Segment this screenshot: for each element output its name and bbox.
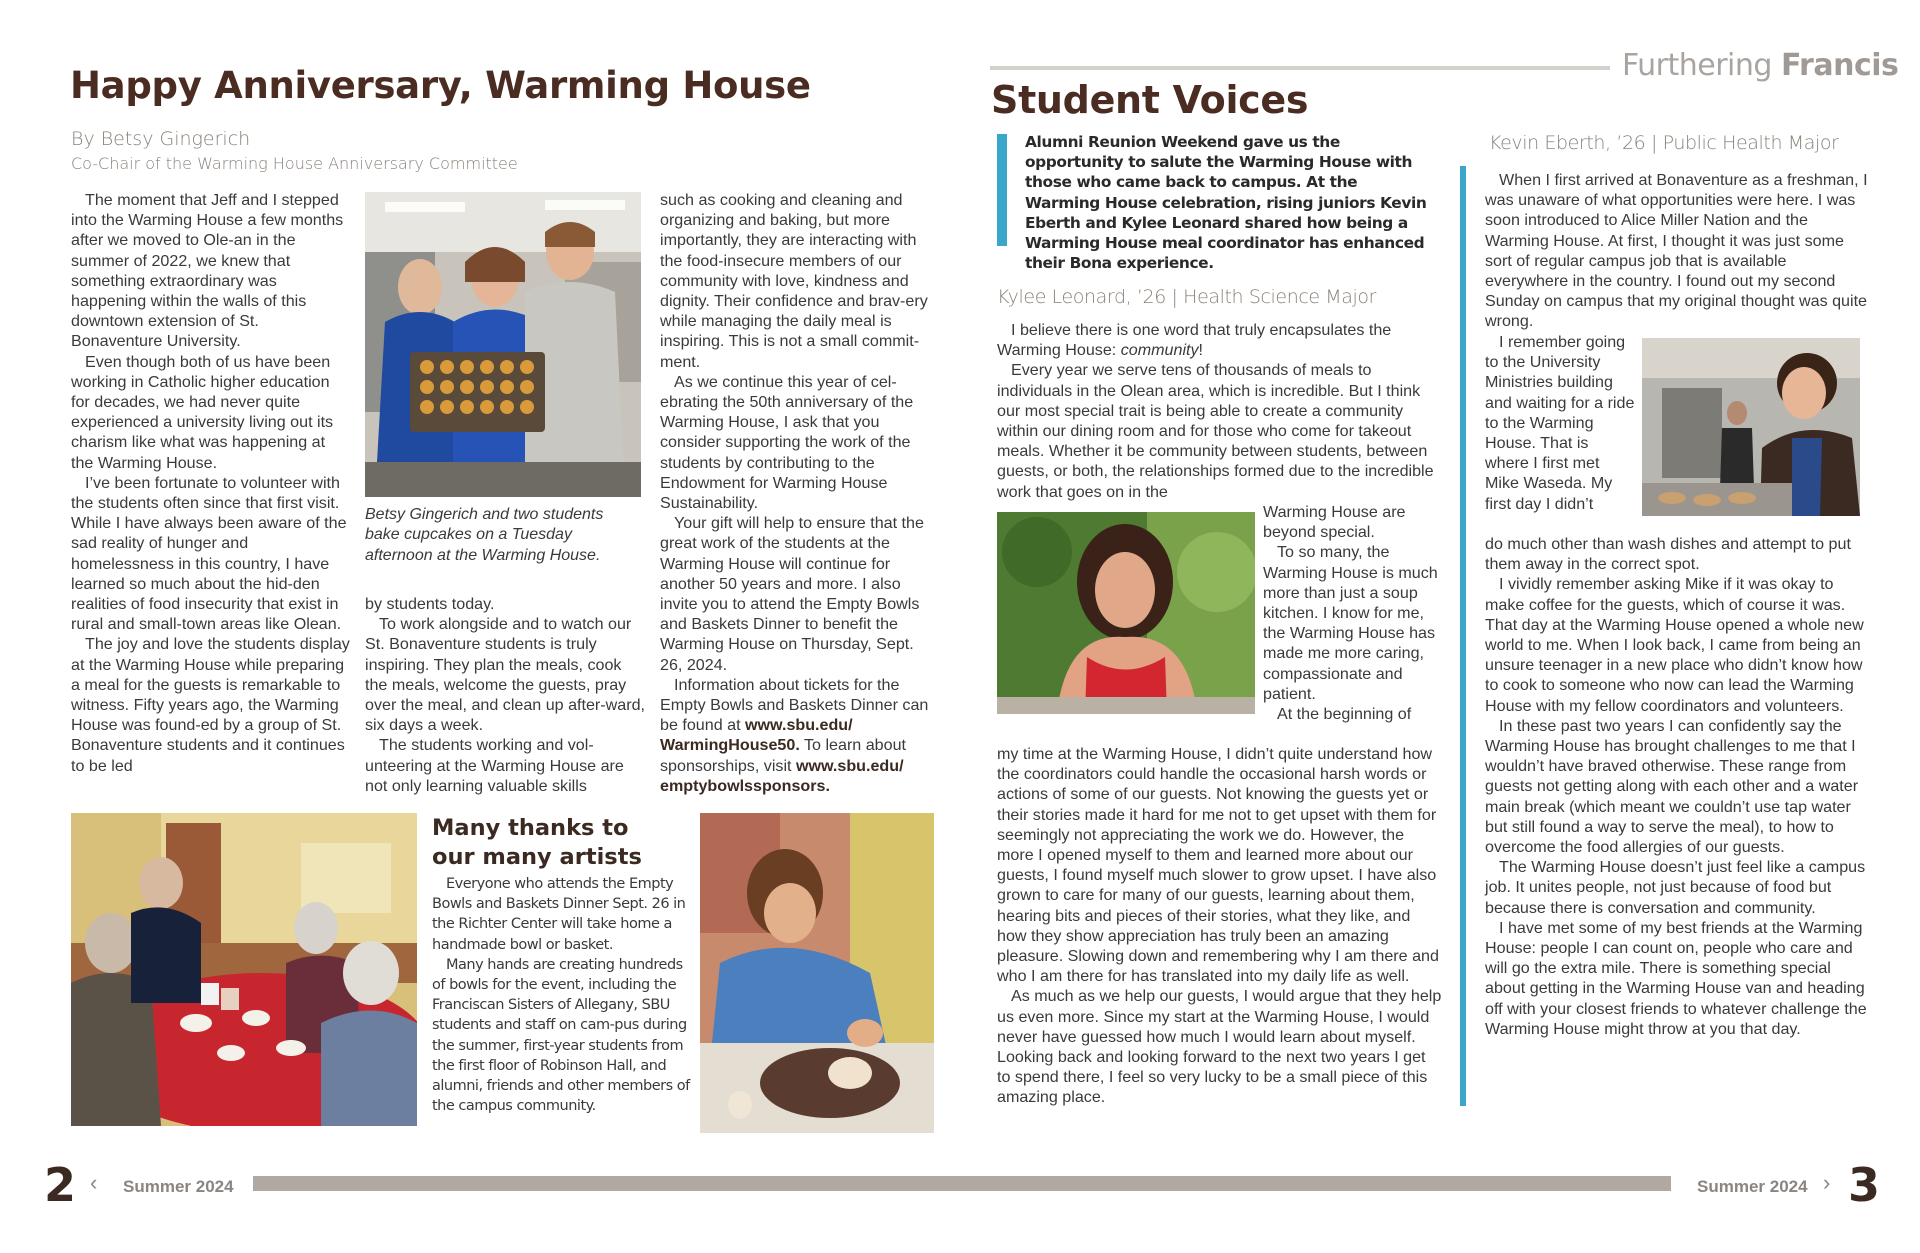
paragraph: I have met some of my best friends at the Warming House: people I can count on, people who care and will go the extra mile. There is something special about getting in the Warming House van and heading off with your closest friends to whatever challenge the Warming House might throw at you that day. <box>1485 918 1867 1038</box>
paragraph: As much as we help our guests, I would argue that they help us even more. Since my start at the Warming House, I would never have guessed how much I would learn about myself. Looking back and looking forward to the next two years I get to spend there, I feel so very lucky to be a small piece of this amazing place. <box>997 987 1442 1107</box>
text: Information about tickets for the Empty Bowls and Baskets Dinner can be found at <box>660 675 929 735</box>
paragraph: I vividly remember asking Mike if it was okay to make coffee for the guests, which of course it was. That day at the Warming House opened a whole new world to me. When I look back, I came from being an unsure teenager in a new place who didn’t know how to cook to someone who now can lead the Warming House with my fellow coordinators and volunteers. <box>1485 575 1864 715</box>
artists-title: Many thanks to our many artists <box>432 815 642 870</box>
paragraph: The students working and vol-unteering at the Warming House are not only learning valuable skills <box>365 736 624 795</box>
paragraph: The moment that Jeff and I stepped into the Warming House a few months after we moved to Ole-an in the summer of 2022, we knew that something extraordinary was happening within the walls of this downtown extension of St. Bonaventure University. <box>71 191 344 351</box>
section-label-bold: Francis <box>1780 48 1899 83</box>
paragraph: Every year we serve tens of thousands of meals to individuals in the Olean area, which is incredible. But I think our most special trait is being able to create a community within our dining room and for those who come for takeout meals. Whether it be community between students, between guests, or both, the relationships formed due to the incredible work that goes on in the <box>997 361 1434 501</box>
text: ! <box>1198 341 1204 360</box>
artists-text <box>432 874 690 1116</box>
sponsors-link[interactable]: www.sbu.edu/ emptybowlssponsors. <box>660 756 904 795</box>
byline-role: Co-Chair of the Warming House Anniversary Committee <box>71 154 518 173</box>
kylee-text-top <box>997 320 1442 502</box>
paragraph: Your gift will help to ensure that the great work of the students at the Warming House will continue for another 50 years and more. I also invite you to attend the Empty Bowls and Baskets Dinner to benefit the Warming House on Thursday, Sept. 26, 2024. <box>660 514 924 674</box>
article-column-2 <box>365 594 645 796</box>
kevin-text-top <box>1485 170 1870 332</box>
paragraph: do much other than wash dishes and attempt to put them away in the correct spot. <box>1485 535 1851 574</box>
paragraph: As we continue this year of cel-ebrating the 50th anniversary of the Warming House, I ask that you consider supporting the work of the students by contributing to the Endowment for Warming House Sustainability. <box>660 372 914 513</box>
kylee-heading: Kylee Leonard, ’26 | Health Science Major <box>997 286 1377 308</box>
paragraph: Everyone who attends the Empty Bowls and Baskets Dinner Sept. 26 in the Richter Center will take home a handmade bowl or basket. <box>432 876 686 953</box>
kylee-text-bottom <box>997 744 1442 1108</box>
article-column-3 <box>660 190 940 796</box>
warming-house-link[interactable]: www.sbu.edu/ WarmingHouse50. <box>660 716 853 755</box>
paragraph: The joy and love the students display at the Warming House while preparing a meal for the guests is remarkable to witness. Fifty years ago, the Warming House was found-ed by a group of St. Bonaventure students and it continues to be led <box>71 635 350 775</box>
paragraph: Warming House are beyond special. <box>1263 503 1406 542</box>
intro-accent-bar <box>997 134 1007 246</box>
page-number-left: 2 <box>44 1158 77 1212</box>
cupcake-photo <box>365 192 641 497</box>
paragraph: such as cooking and cleaning and organizing and baking, but more importantly, they are interacting with the food-insecure members of our community with love, kindness and dignity. Their confidence and brav-ery while managing the daily meal is inspiring. This is not a small commit-ment. <box>660 191 928 371</box>
paragraph: Even though both of us have been working in Catholic higher education for decades, we had never quite experienced a university living out its charism like what was happening at the Warming House. <box>71 352 334 472</box>
article-column-1 <box>71 190 351 776</box>
student-voices-title: Student Voices <box>991 78 1309 122</box>
paragraph: To so many, the Warming House is much more than just a soup kitchen. I know for me, the Warming House has made me more caring, compassionate and patient. <box>1263 543 1438 703</box>
paragraph: In these past two years I can confidently say the Warming House has brought challenges to me that I wouldn’t have braved otherwise. These range from guests not getting along with each other and a water main break (which meant we couldn’t use tap water but still found a way to serve the meal), to how to overcome the food allergies of our guests. <box>1485 716 1859 857</box>
emphasis: community <box>1120 341 1199 360</box>
paragraph <box>997 320 1442 360</box>
paragraph <box>660 675 940 796</box>
intro-text: Alumni Reunion Weekend gave us the opportunity to salute the Warming House with those who came back to campus. At the Warming House celebration, rising juniors Kevin Eberth and Kylee Leonard shared how being a Warming House meal coordinator has enhanced their Bona experience. <box>1025 133 1427 273</box>
chevron-right-icon[interactable]: › <box>1823 1170 1831 1195</box>
kylee-side-text <box>1263 502 1448 724</box>
artists-table-photo <box>71 813 417 1126</box>
chevron-left-icon[interactable]: ‹ <box>90 1170 98 1195</box>
paragraph: When I first arrived at Bonaventure as a freshman, I was unaware of what opportunities were here. I was soon introduced to Alice Miller Nation and the Warming House. At first, I thought it was just some sort of regular campus job that is available everywhere in the country. I found out my second Sunday on campus that my original thought was quite wrong. <box>1485 171 1868 331</box>
paragraph: I’ve been fortunate to volunteer with the students often since that first visit. While I have always been aware of the sad reality of hunger and homelessness in this country, I have learned so much about the hid-den realities of food insecurity that exist in rural and small-town areas like Olean. <box>71 473 347 634</box>
section-label-light: Furthering <box>1622 48 1772 83</box>
paragraph: I remember going to the University Ministries building and waiting for a ride to the Warming House. That is where I first met Mike Waseda. My first day I didn’t <box>1485 333 1635 513</box>
paragraph: To work alongside and to watch our St. Bonaventure students is truly inspiring. They plan the meals, cook the meals, welcome the guests, pray over the meal, and clean up after-ward, six days a week. <box>365 615 646 735</box>
issue-label-right: Summer 2024 <box>1697 1177 1808 1196</box>
page-number-right: 3 <box>1848 1158 1881 1212</box>
kevin-text-bottom <box>1485 534 1870 1039</box>
paragraph: The Warming House doesn’t just feel like a campus job. It unites people, not just because of food but because there is conversation and community. <box>1485 858 1866 917</box>
paragraph: Many hands are creating hundreds of bowls for the event, including the Franciscan Sisters of Allegany, SBU students and staff on cam-pus during the summer, first-year students from the first floor of Robinson Hall, and alumni, friends and other members of the campus community. <box>432 956 690 1115</box>
kevin-side-text <box>1485 332 1635 514</box>
child-clay-photo <box>700 813 934 1133</box>
byline: By Betsy Gingerich <box>71 128 251 150</box>
kevin-heading: Kevin Eberth, ’26 | Public Health Major <box>1489 132 1839 154</box>
kylee-photo <box>997 512 1255 714</box>
footer-bar <box>253 1176 1671 1191</box>
kevin-photo <box>1642 338 1860 516</box>
section-rule <box>990 66 1610 70</box>
text: I believe there is one word that truly encapsulates the Warming House: <box>997 321 1392 360</box>
section-label <box>1622 48 1898 83</box>
paragraph: At the beginning of <box>1277 705 1412 724</box>
article-title: Happy Anniversary, Warming House <box>70 64 811 107</box>
column-divider <box>1460 166 1466 1106</box>
issue-label-left: Summer 2024 <box>123 1177 234 1196</box>
photo-caption: Betsy Gingerich and two students bake cupcakes on a Tuesday afternoon at the Warming House. <box>365 506 604 564</box>
text: To learn about sponsorships, visit <box>660 736 906 775</box>
paragraph: by students today. <box>365 595 495 613</box>
paragraph: my time at the Warming House, I didn’t quite understand how the coordinators could handle the occasional harsh words or actions of some of our guests. Not knowing the guests yet or their stories made it hard for me not to get upset with them for seemingly not appreciating the work we do. However, the more I opened myself to them and learned more about our guests, I found myself much slower to grow upset. I have also grown to care for many of our guests, learning about them, hearing bits and pieces of their stories, what they like, and how they show appreciation has truly been an amazing pleasure. Slowing down and remembering why I am there and who I am there for has translated into my daily life as well. <box>997 745 1439 986</box>
